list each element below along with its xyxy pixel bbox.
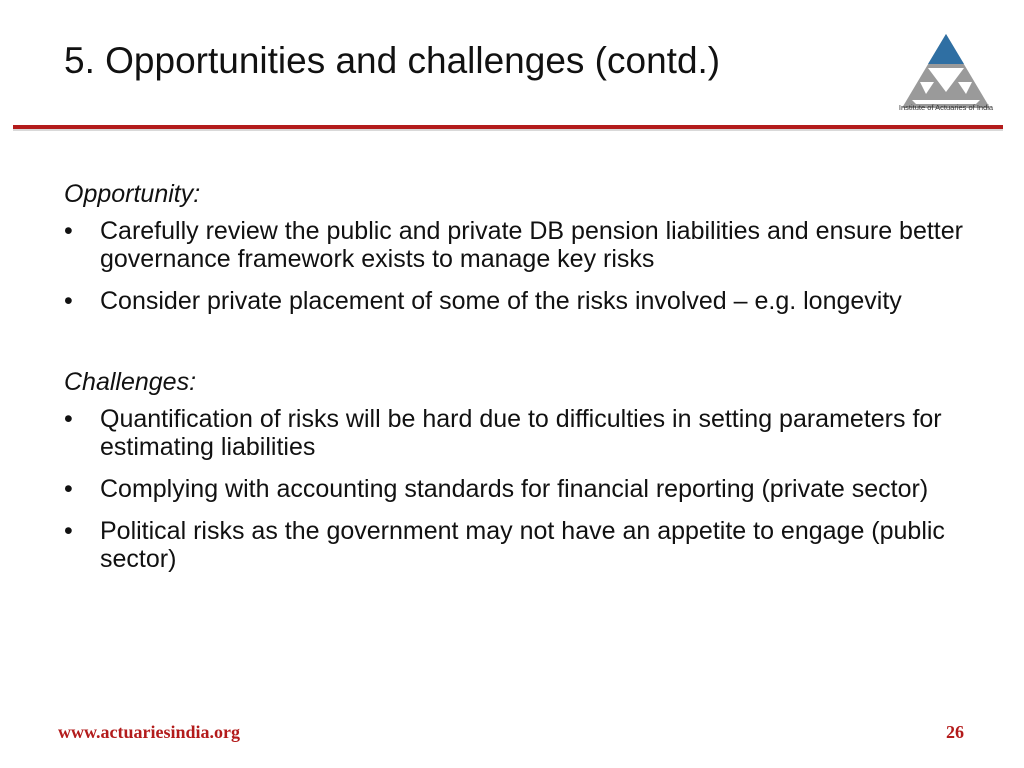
slide-body (64, 180, 964, 587)
bullet-text: Complying with accounting standards for financial reporting (private sector) (100, 475, 929, 503)
bullet-text: Quantification of risks will be hard due to difficulties in setting parameters for estimating liabilities (100, 405, 942, 461)
bullet-glyph: • (64, 517, 73, 545)
title-divider (13, 125, 1003, 129)
section-spacer (64, 329, 964, 368)
bullet-glyph: • (64, 405, 73, 433)
footer-website-link[interactable]: www.actuariesindia.org (58, 722, 240, 742)
list-item (64, 405, 964, 461)
list-item (64, 287, 964, 315)
bullet-glyph: • (64, 217, 73, 245)
bullet-text: Political risks as the government may not have an appetite to engage (public sector) (100, 517, 945, 573)
challenges-heading: Challenges: (64, 368, 197, 396)
bullet-glyph: • (64, 475, 73, 503)
list-item (64, 217, 964, 273)
institute-logo (898, 30, 994, 112)
slide-title: 5. Opportunities and challenges (contd.) (64, 40, 721, 81)
bullet-text: Consider private placement of some of the risks involved – e.g. longevity (100, 287, 902, 315)
challenges-list (64, 405, 964, 573)
page-number: 26 (946, 722, 964, 742)
list-item (64, 517, 964, 573)
bullet-text: Carefully review the public and private DB pension liabilities and ensure better governance framework exists to manage key risks (100, 217, 963, 273)
logo-caption: Institute of Actuaries of India (898, 103, 994, 112)
triangle-logo-icon (898, 30, 994, 112)
opportunity-heading: Opportunity: (64, 180, 201, 208)
list-item (64, 475, 964, 503)
opportunity-list (64, 217, 964, 315)
bullet-glyph: • (64, 287, 73, 315)
